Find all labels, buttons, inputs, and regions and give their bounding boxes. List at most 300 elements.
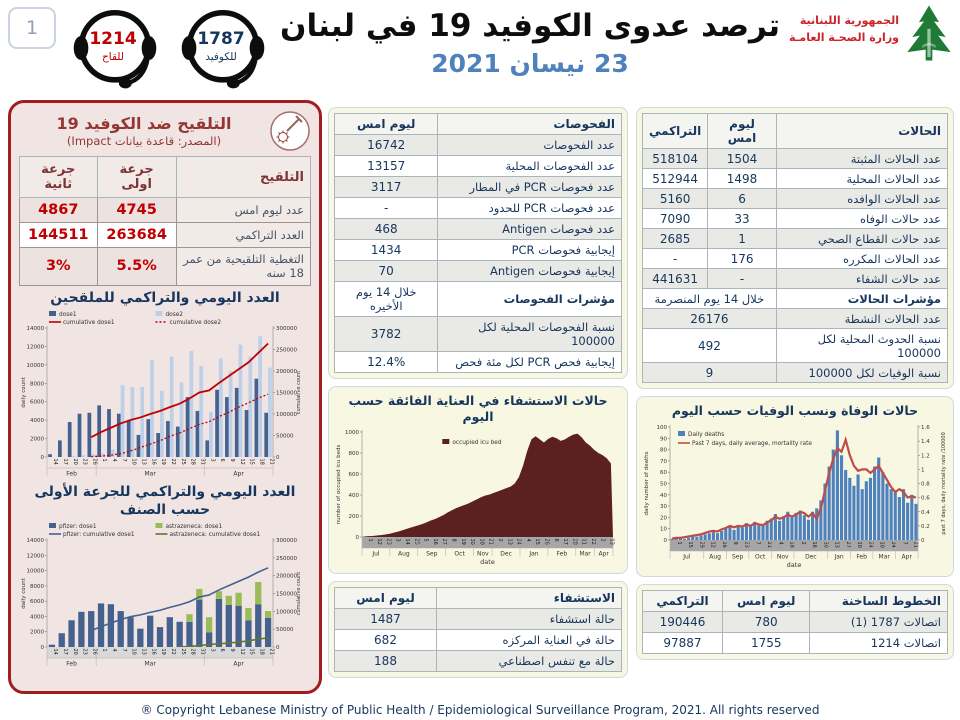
- row-label: عدد الفحوصات: [438, 135, 622, 156]
- svg-text:12: 12: [238, 458, 245, 466]
- cases-panel: [636, 107, 954, 389]
- svg-text:14000: 14000: [26, 326, 44, 333]
- row-label: إيجابية فحص PCR لكل مئة فحص: [438, 352, 622, 373]
- header: [0, 0, 960, 102]
- svg-text:0.8: 0.8: [921, 481, 930, 488]
- table-row: [20, 248, 311, 286]
- svg-text:10: 10: [478, 538, 485, 546]
- row-value: 4745: [97, 198, 176, 223]
- svg-text:date: date: [786, 560, 802, 569]
- svg-text:22: 22: [170, 458, 176, 466]
- svg-text:1: 1: [101, 648, 108, 652]
- page-number-box: [8, 7, 56, 49]
- table-header-row: [335, 588, 622, 609]
- row-label: عدد حالات الشفاء: [776, 269, 947, 289]
- svg-text:daily count: daily count: [21, 578, 27, 609]
- middle-column: [328, 107, 628, 678]
- ministry-name: [789, 12, 899, 46]
- svg-text:0.6: 0.6: [921, 495, 930, 502]
- svg-text:14: 14: [404, 538, 410, 546]
- table-row: [335, 135, 622, 156]
- svg-text:Oct: Oct: [754, 553, 766, 561]
- svg-text:dose2: dose2: [165, 312, 183, 319]
- svg-text:14: 14: [52, 648, 59, 656]
- vax-brand-chart-title: العدد اليومي والتراكمي للجرعة الأولى حسب الصنف: [34, 484, 296, 518]
- column-header: الفحوصات: [438, 114, 622, 135]
- svg-text:1.6: 1.6: [921, 424, 930, 431]
- svg-text:16: 16: [150, 458, 157, 466]
- svg-text:300000: 300000: [276, 538, 297, 545]
- svg-text:7: 7: [754, 541, 761, 545]
- svg-text:Apr: Apr: [901, 553, 912, 561]
- hospitalization-panel: [328, 581, 628, 678]
- svg-text:Mar: Mar: [878, 553, 890, 561]
- svg-text:26: 26: [91, 648, 98, 656]
- svg-text:22: 22: [170, 648, 176, 656]
- svg-text:31: 31: [199, 648, 206, 656]
- page-title: ترصد عدوى الكوفيد 19 في لبنان: [280, 8, 780, 44]
- svg-text:6: 6: [219, 458, 226, 462]
- svg-text:4: 4: [111, 648, 118, 652]
- svg-text:29: 29: [698, 541, 705, 548]
- column-header: الخطوط الساخنة: [810, 590, 948, 611]
- svg-text:28: 28: [189, 458, 196, 466]
- svg-text:occupied icu bed: occupied icu bed: [452, 440, 502, 447]
- table-row: [643, 189, 948, 209]
- svg-text:10: 10: [856, 541, 863, 548]
- svg-text:7: 7: [120, 648, 127, 652]
- svg-text:Jan: Jan: [529, 550, 539, 558]
- svg-text:21: 21: [268, 458, 275, 466]
- svg-text:10: 10: [878, 541, 885, 548]
- svg-text:21: 21: [766, 541, 772, 548]
- table-row: [643, 611, 948, 632]
- svg-text:13: 13: [506, 538, 513, 546]
- cedar-tree-icon: [904, 3, 954, 63]
- svg-text:15: 15: [248, 458, 255, 466]
- row-value: خلال 14 يوم المنصرمة: [643, 289, 777, 309]
- row-label: عدد الحالات المحلية: [776, 169, 947, 189]
- svg-text:25: 25: [179, 648, 186, 656]
- row-value: 1504: [708, 149, 777, 169]
- row-value: -: [335, 198, 438, 219]
- table-row: [643, 363, 948, 383]
- table-row: [643, 229, 948, 249]
- svg-text:10: 10: [130, 648, 137, 656]
- svg-text:26: 26: [543, 538, 550, 546]
- svg-text:0: 0: [40, 455, 44, 462]
- svg-text:4000: 4000: [30, 614, 44, 621]
- svg-text:31: 31: [199, 458, 206, 466]
- svg-text:2: 2: [497, 538, 503, 542]
- row-label: عدد الحالات الوافده: [776, 189, 947, 209]
- svg-text:0: 0: [663, 537, 667, 544]
- row-label: مؤشرات الفحوصات: [438, 282, 622, 317]
- row-value: 188: [335, 651, 437, 672]
- hotlines-table: [642, 590, 948, 654]
- hospitalization-table: [334, 587, 622, 672]
- svg-text:1.2: 1.2: [921, 452, 930, 459]
- svg-text:18: 18: [788, 541, 795, 548]
- svg-text:21: 21: [487, 538, 494, 546]
- svg-text:18: 18: [258, 458, 265, 466]
- svg-text:1: 1: [921, 467, 925, 473]
- table-row: [643, 632, 948, 653]
- row-value: 1: [708, 229, 777, 249]
- table-header-row: [335, 114, 622, 135]
- copyright-footer: ® Copyright Lebanese Ministry of Public Health / Epidemiological Surveillance Program, 2021. All rights reserved: [140, 703, 820, 717]
- svg-text:4000: 4000: [30, 418, 44, 425]
- svg-text:12000: 12000: [26, 553, 44, 560]
- svg-text:pfizer: dose1: pfizer: dose1: [59, 524, 97, 531]
- svg-text:13: 13: [833, 541, 840, 548]
- svg-text:0: 0: [276, 455, 280, 462]
- svg-text:8000: 8000: [30, 584, 44, 591]
- svg-text:10000: 10000: [26, 568, 44, 575]
- row-label: نسبة الفحوصات المحلية لكل 100000: [438, 317, 622, 352]
- row-value: 1498: [708, 169, 777, 189]
- row-value: 6: [708, 189, 777, 209]
- svg-text:90: 90: [660, 435, 667, 442]
- row-value: 682: [335, 630, 437, 651]
- vaccine-syringe-icon: [269, 110, 311, 152]
- svg-text:6: 6: [552, 538, 559, 542]
- row-value: 7090: [643, 209, 708, 229]
- row-label: اتصالات 1787 (1): [810, 611, 948, 632]
- row-label: نسبة الحدوث المحلية لكل 100000: [776, 329, 947, 363]
- svg-text:cumulative count: cumulative count: [296, 371, 302, 415]
- svg-text:Jul: Jul: [683, 553, 691, 561]
- row-value: 16742: [335, 135, 438, 156]
- row-value: 9: [643, 363, 777, 383]
- row-value: 3117: [335, 177, 438, 198]
- svg-text:Mar: Mar: [579, 550, 591, 558]
- svg-text:15: 15: [248, 648, 255, 656]
- row-value: خلال 14 يوم الأخيره: [335, 282, 438, 317]
- svg-text:19: 19: [160, 648, 167, 656]
- svg-text:12: 12: [238, 648, 245, 656]
- svg-text:cumulative count: cumulative count: [296, 572, 302, 616]
- svg-text:100000: 100000: [276, 609, 297, 616]
- svg-text:Aug: Aug: [709, 553, 721, 561]
- row-value: -: [708, 269, 777, 289]
- svg-text:Jul: Jul: [372, 550, 380, 558]
- row-value: 144511: [20, 223, 98, 248]
- svg-text:0.2: 0.2: [921, 523, 930, 530]
- table-header-row: [643, 590, 948, 611]
- svg-text:50: 50: [660, 481, 667, 488]
- svg-text:1: 1: [101, 458, 108, 462]
- svg-text:Mar: Mar: [144, 470, 156, 478]
- row-value: 780: [722, 611, 809, 632]
- svg-text:19: 19: [160, 458, 167, 466]
- vaccination-panel: [8, 100, 322, 694]
- svg-text:23: 23: [385, 538, 392, 546]
- row-value: 12.4%: [335, 352, 438, 373]
- svg-text:Sep: Sep: [731, 553, 744, 561]
- row-label: عدد الحالات النشطة: [776, 309, 947, 329]
- svg-text:6000: 6000: [30, 599, 44, 606]
- row-label: إيجابية فحوصات Antigen: [438, 261, 622, 282]
- svg-text:Feb: Feb: [856, 553, 867, 561]
- svg-text:4: 4: [111, 458, 118, 462]
- table-row: [643, 169, 948, 189]
- table-row: [20, 223, 311, 248]
- table-header-row: [643, 114, 948, 149]
- svg-text:13: 13: [608, 538, 615, 546]
- svg-text:25: 25: [413, 538, 420, 546]
- svg-text:24: 24: [890, 541, 896, 548]
- svg-text:6000: 6000: [30, 399, 44, 406]
- svg-text:16: 16: [150, 648, 157, 656]
- svg-text:dose1: dose1: [59, 312, 77, 319]
- table-row: [643, 329, 948, 363]
- svg-text:cumulative dose1: cumulative dose1: [63, 320, 115, 327]
- svg-text:80: 80: [660, 447, 667, 454]
- svg-text:50000: 50000: [276, 627, 294, 634]
- row-label: حالة في العناية المركزه: [437, 630, 622, 651]
- svg-text:300000: 300000: [276, 326, 297, 333]
- deaths-chart-title: حالات الوفاة ونسب الوفيات حسب اليوم: [671, 403, 919, 418]
- svg-text:15: 15: [534, 538, 541, 546]
- svg-text:2000: 2000: [30, 436, 44, 443]
- table-row: [20, 198, 311, 223]
- column-header: جرعة ثانية: [20, 157, 98, 198]
- svg-text:24: 24: [515, 538, 522, 546]
- svg-text:11: 11: [580, 538, 587, 546]
- daily-deaths-mortality-chart: [642, 421, 948, 571]
- row-label: عدد فحوصات Antigen: [438, 219, 622, 240]
- svg-text:cumulative dose2: cumulative dose2: [169, 320, 222, 327]
- column-header: التراكمي: [643, 590, 723, 611]
- column-header: التلقيح: [176, 157, 310, 198]
- svg-text:1: 1: [366, 538, 373, 542]
- svg-text:pfizer: cumulative dose1: pfizer: cumulative dose1: [63, 532, 135, 539]
- page-number: 1: [25, 17, 39, 39]
- table-row: [643, 269, 948, 289]
- svg-text:21: 21: [268, 648, 275, 656]
- svg-text:25: 25: [179, 458, 186, 466]
- svg-text:3: 3: [209, 648, 216, 652]
- svg-text:past 7 days, daily mortality r: past 7 days, daily mortality rate /100000: [941, 431, 947, 535]
- svg-text:40: 40: [660, 492, 667, 499]
- column-header: الاستشفاء: [437, 588, 622, 609]
- column-header: التراكمي: [643, 114, 708, 149]
- svg-text:Feb: Feb: [66, 660, 77, 668]
- svg-text:28: 28: [189, 648, 196, 656]
- vaccination-source: (المصدر: قاعدة بيانات Impact): [66, 134, 222, 148]
- svg-text:12: 12: [376, 538, 383, 546]
- table-row: [335, 352, 622, 373]
- svg-text:17: 17: [61, 648, 68, 656]
- svg-text:20: 20: [660, 515, 667, 522]
- svg-text:150000: 150000: [276, 591, 297, 598]
- svg-text:0: 0: [40, 645, 44, 652]
- row-label: عدد حالات الوفاه: [776, 209, 947, 229]
- hotline-covid-label: للكوفيد: [205, 51, 237, 63]
- row-label: عدد فحوصات PCR للحدود: [438, 198, 622, 219]
- table-row: [643, 309, 948, 329]
- svg-text:4: 4: [524, 538, 531, 542]
- row-label: حالة مع تنفس اصطناعي: [437, 651, 622, 672]
- svg-text:3: 3: [209, 458, 216, 462]
- svg-text:1: 1: [675, 541, 682, 545]
- svg-text:12: 12: [709, 541, 716, 548]
- svg-text:200000: 200000: [276, 369, 297, 376]
- icu-chart-title: حالات الاستشفاء في العناية الفائقة حسب اليوم: [348, 393, 608, 424]
- hotline-vaccine-label: للقاح: [102, 51, 124, 63]
- row-value: 2685: [643, 229, 708, 249]
- table-row: [643, 249, 948, 269]
- svg-text:0.4: 0.4: [921, 509, 930, 516]
- svg-text:10: 10: [130, 458, 137, 466]
- svg-text:200000: 200000: [276, 573, 297, 580]
- row-label: عدد حالات القطاع الصحي: [776, 229, 947, 249]
- svg-text:600: 600: [348, 472, 359, 479]
- row-value: 518104: [643, 149, 708, 169]
- svg-text:Feb: Feb: [66, 470, 77, 478]
- svg-text:6: 6: [219, 648, 226, 652]
- table-row: [335, 240, 622, 261]
- row-value: 263684: [97, 223, 176, 248]
- table-row: [335, 219, 622, 240]
- svg-text:250000: 250000: [276, 556, 297, 563]
- row-label: عدد الفحوصات المحلية: [438, 156, 622, 177]
- svg-text:4: 4: [777, 541, 784, 545]
- svg-text:7: 7: [901, 541, 908, 545]
- svg-text:9: 9: [732, 541, 739, 545]
- table-row: [335, 651, 622, 672]
- row-label: حالة استشفاء: [437, 609, 622, 630]
- svg-text:20: 20: [71, 458, 78, 466]
- svg-text:daily number of deaths: daily number of deaths: [644, 451, 650, 516]
- svg-text:12000: 12000: [26, 344, 44, 351]
- svg-text:200: 200: [348, 514, 359, 521]
- row-value: 97887: [643, 632, 723, 653]
- svg-text:number of occupied icu beds: number of occupied icu beds: [336, 444, 342, 525]
- vaccination-header: [19, 110, 311, 152]
- table-row: [643, 149, 948, 169]
- svg-text:2: 2: [799, 541, 806, 545]
- svg-text:0: 0: [921, 537, 925, 544]
- row-label: مؤشرات الحالات: [776, 289, 947, 309]
- svg-text:Feb: Feb: [556, 550, 568, 558]
- row-value: -: [643, 249, 708, 269]
- row-label: إيجابية فحوصات PCR: [438, 240, 622, 261]
- deaths-chart-panel: [636, 396, 954, 577]
- svg-text:9: 9: [229, 458, 235, 462]
- svg-text:19: 19: [459, 538, 466, 546]
- svg-text:Nov: Nov: [476, 550, 489, 558]
- svg-text:27: 27: [441, 538, 448, 546]
- svg-text:13: 13: [140, 648, 147, 656]
- svg-text:1.4: 1.4: [921, 438, 930, 445]
- hotline-vaccine-number: 1214: [89, 29, 137, 49]
- svg-text:2000: 2000: [30, 629, 44, 636]
- svg-text:21: 21: [912, 541, 919, 548]
- row-value: 1487: [335, 609, 437, 630]
- svg-text:16: 16: [811, 541, 818, 548]
- row-value: 5160: [643, 189, 708, 209]
- table-row: [335, 630, 622, 651]
- svg-text:10000: 10000: [26, 363, 44, 370]
- svg-text:Past 7 days, daily average, mo: Past 7 days, daily average, mortality rate: [692, 440, 812, 447]
- svg-text:daily count: daily count: [21, 377, 27, 408]
- table-row: [643, 289, 948, 309]
- table-row: [643, 209, 948, 229]
- svg-text:15: 15: [687, 541, 694, 548]
- column-header: جرعة اولى: [97, 157, 176, 198]
- table-row: [335, 317, 622, 352]
- row-value: 492: [643, 329, 777, 363]
- svg-text:Apr: Apr: [233, 470, 244, 478]
- row-value: 4867: [20, 198, 98, 223]
- svg-text:30: 30: [469, 538, 476, 546]
- svg-text:400: 400: [348, 493, 359, 500]
- row-value: 13157: [335, 156, 438, 177]
- svg-text:13: 13: [140, 458, 147, 466]
- icu-chart-panel: [328, 386, 628, 574]
- svg-text:14000: 14000: [26, 538, 44, 545]
- column-header: ليوم امس: [708, 114, 777, 149]
- svg-text:Nov: Nov: [776, 553, 789, 561]
- svg-text:Jan: Jan: [834, 553, 844, 561]
- tests-table: [334, 113, 622, 373]
- svg-text:20: 20: [71, 648, 78, 656]
- row-label: العدد التراكمي: [176, 223, 310, 248]
- svg-text:60: 60: [660, 469, 667, 476]
- svg-text:30: 30: [660, 503, 667, 510]
- row-value: 1755: [722, 632, 809, 653]
- right-column: [636, 107, 954, 660]
- svg-text:24: 24: [867, 541, 874, 548]
- row-label: اتصالات 1214: [810, 632, 948, 653]
- vaccination-title: التلقيح ضد الكوفيد 19: [56, 114, 232, 133]
- svg-text:18: 18: [258, 648, 265, 656]
- svg-text:9: 9: [229, 648, 235, 652]
- title-block: [272, 6, 788, 78]
- svg-text:Mar: Mar: [144, 660, 156, 668]
- svg-text:5: 5: [422, 538, 429, 542]
- row-value: 70: [335, 261, 438, 282]
- svg-text:8000: 8000: [30, 381, 44, 388]
- column-header: الحالات: [776, 114, 947, 149]
- row-value: 1434: [335, 240, 438, 261]
- cases-table: [642, 113, 948, 383]
- svg-text:8: 8: [450, 538, 457, 542]
- svg-text:7: 7: [120, 458, 127, 462]
- svg-text:100: 100: [656, 424, 667, 431]
- tests-panel: [328, 107, 628, 379]
- svg-text:Apr: Apr: [233, 660, 244, 668]
- svg-text:2: 2: [599, 538, 606, 542]
- occupied-icu-beds-chart: [334, 426, 622, 568]
- svg-text:Dec: Dec: [500, 550, 512, 558]
- column-header: ليوم امس: [335, 588, 437, 609]
- svg-text:22: 22: [590, 538, 596, 546]
- svg-text:800: 800: [348, 451, 359, 458]
- svg-text:17: 17: [562, 538, 569, 546]
- svg-text:17: 17: [61, 458, 68, 466]
- svg-text:70: 70: [660, 458, 667, 465]
- row-value: 26176: [643, 309, 777, 329]
- svg-text:0: 0: [355, 535, 359, 542]
- svg-text:Apr: Apr: [598, 550, 609, 558]
- row-value: 512944: [643, 169, 708, 189]
- first-dose-by-brand-chart: [19, 520, 311, 670]
- svg-text:Sep: Sep: [426, 550, 438, 558]
- svg-text:27: 27: [844, 541, 851, 548]
